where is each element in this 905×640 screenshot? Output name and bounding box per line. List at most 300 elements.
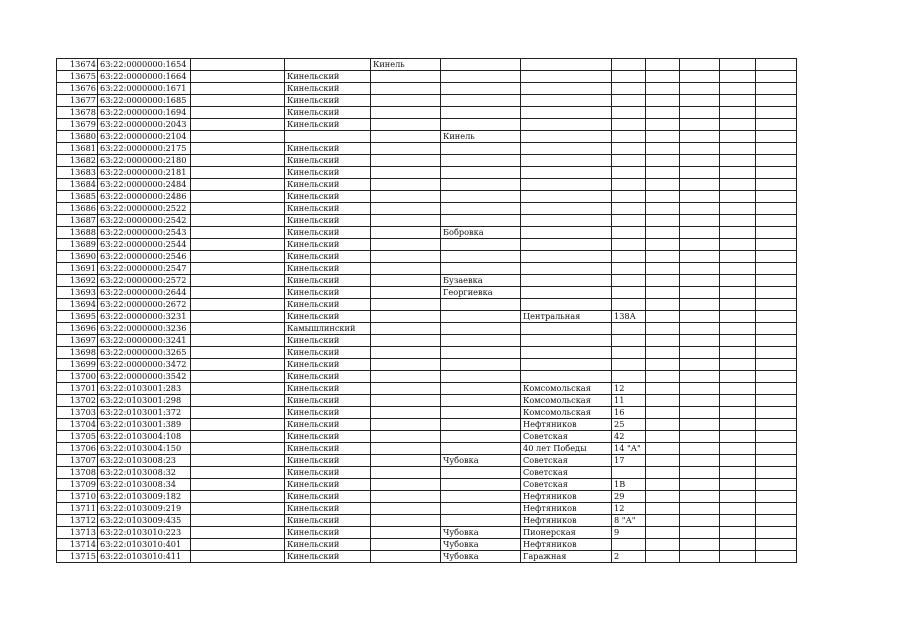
table-cell bbox=[720, 419, 756, 431]
table-cell: 63:22:0000000:2546 bbox=[98, 251, 191, 263]
table-cell bbox=[191, 491, 285, 503]
table-cell bbox=[680, 167, 720, 179]
table-cell bbox=[521, 287, 612, 299]
table-cell bbox=[612, 323, 646, 335]
table-cell bbox=[371, 275, 441, 287]
table-cell bbox=[371, 515, 441, 527]
table-row bbox=[57, 347, 797, 359]
table-cell bbox=[720, 431, 756, 443]
table-cell bbox=[720, 539, 756, 551]
table-cell: Комсомольская bbox=[521, 395, 612, 407]
table-cell bbox=[756, 179, 797, 191]
table-cell bbox=[371, 323, 441, 335]
table-cell bbox=[191, 179, 285, 191]
table-cell bbox=[756, 95, 797, 107]
table-cell bbox=[756, 551, 797, 563]
table-cell bbox=[441, 215, 521, 227]
table-cell bbox=[191, 155, 285, 167]
table-cell: Кинельский bbox=[285, 239, 371, 251]
table-cell: Чубовка bbox=[441, 551, 521, 563]
table-cell: 16 bbox=[612, 407, 646, 419]
table-cell: 63:22:0103008:32 bbox=[98, 467, 191, 479]
table-cell bbox=[680, 83, 720, 95]
table-cell bbox=[371, 407, 441, 419]
table-cell bbox=[646, 479, 680, 491]
table-cell bbox=[371, 191, 441, 203]
table-cell bbox=[191, 551, 285, 563]
table-cell: Кинельский bbox=[285, 203, 371, 215]
table-row bbox=[57, 323, 797, 335]
table-cell bbox=[521, 167, 612, 179]
table-cell: 13683 bbox=[57, 167, 98, 179]
table-cell bbox=[521, 323, 612, 335]
table-cell bbox=[680, 467, 720, 479]
table-cell: 13693 bbox=[57, 287, 98, 299]
table-cell: 1В bbox=[612, 479, 646, 491]
table-cell bbox=[441, 95, 521, 107]
table-cell bbox=[441, 383, 521, 395]
table-cell bbox=[371, 83, 441, 95]
table-cell bbox=[646, 287, 680, 299]
table-cell: 13710 bbox=[57, 491, 98, 503]
table-row bbox=[57, 179, 797, 191]
table-cell bbox=[441, 179, 521, 191]
table-cell: Кинельский bbox=[285, 251, 371, 263]
table-cell: 40 лет Победы bbox=[521, 443, 612, 455]
table-cell bbox=[720, 251, 756, 263]
table-cell bbox=[756, 107, 797, 119]
table-cell: 63:22:0000000:1685 bbox=[98, 95, 191, 107]
table-cell bbox=[441, 395, 521, 407]
table-cell bbox=[680, 251, 720, 263]
table-cell: 63:22:0103001:389 bbox=[98, 419, 191, 431]
table-cell bbox=[720, 71, 756, 83]
table-cell: 63:22:0000000:3241 bbox=[98, 335, 191, 347]
table-cell bbox=[680, 131, 720, 143]
table-cell: 63:22:0000000:2544 bbox=[98, 239, 191, 251]
table-cell bbox=[646, 179, 680, 191]
table-cell bbox=[646, 419, 680, 431]
table-cell bbox=[371, 347, 441, 359]
table-cell bbox=[756, 359, 797, 371]
table-row bbox=[57, 479, 797, 491]
table-cell: 13674 bbox=[57, 59, 98, 71]
table-body bbox=[57, 59, 797, 563]
table-cell: 13703 bbox=[57, 407, 98, 419]
table-cell: Кинельский bbox=[285, 263, 371, 275]
table-cell bbox=[371, 479, 441, 491]
table-cell bbox=[720, 455, 756, 467]
table-cell bbox=[680, 71, 720, 83]
table-cell bbox=[371, 203, 441, 215]
table-cell bbox=[720, 203, 756, 215]
table-cell bbox=[521, 275, 612, 287]
table-row bbox=[57, 155, 797, 167]
table-cell bbox=[680, 551, 720, 563]
table-cell bbox=[521, 335, 612, 347]
table-cell: Кинельский bbox=[285, 539, 371, 551]
table-cell bbox=[646, 215, 680, 227]
table-cell: 63:22:0000000:3472 bbox=[98, 359, 191, 371]
table-cell bbox=[756, 491, 797, 503]
table-cell bbox=[285, 59, 371, 71]
table-cell: Кинельский bbox=[285, 143, 371, 155]
table-cell: 63:22:0000000:3231 bbox=[98, 311, 191, 323]
table-cell bbox=[756, 383, 797, 395]
table-cell bbox=[612, 335, 646, 347]
table-cell bbox=[612, 299, 646, 311]
table-cell: 13677 bbox=[57, 95, 98, 107]
table-cell bbox=[680, 299, 720, 311]
table-cell: Кинельский bbox=[285, 431, 371, 443]
table-cell bbox=[371, 155, 441, 167]
table-row bbox=[57, 503, 797, 515]
table-cell bbox=[646, 119, 680, 131]
table-cell bbox=[720, 311, 756, 323]
table-cell: Нефтяников bbox=[521, 491, 612, 503]
table-cell bbox=[521, 203, 612, 215]
table-row bbox=[57, 467, 797, 479]
table-cell bbox=[680, 287, 720, 299]
table-cell bbox=[720, 503, 756, 515]
table-cell bbox=[756, 167, 797, 179]
table-cell bbox=[612, 359, 646, 371]
table-cell: 13707 bbox=[57, 455, 98, 467]
table-cell: 13698 bbox=[57, 347, 98, 359]
table-cell: 63:22:0000000:2543 bbox=[98, 227, 191, 239]
table-cell bbox=[680, 107, 720, 119]
table-cell bbox=[720, 371, 756, 383]
table-cell: 138А bbox=[612, 311, 646, 323]
table-cell bbox=[191, 431, 285, 443]
table-cell bbox=[680, 191, 720, 203]
table-cell bbox=[441, 515, 521, 527]
table-cell bbox=[720, 335, 756, 347]
table-cell bbox=[720, 395, 756, 407]
table-cell bbox=[441, 191, 521, 203]
table-cell bbox=[191, 119, 285, 131]
table-cell bbox=[371, 443, 441, 455]
table-cell: 13690 bbox=[57, 251, 98, 263]
table-cell bbox=[680, 371, 720, 383]
table-cell: 13689 bbox=[57, 239, 98, 251]
table-row bbox=[57, 275, 797, 287]
table-cell: 63:22:0000000:1664 bbox=[98, 71, 191, 83]
table-cell bbox=[680, 503, 720, 515]
table-cell bbox=[756, 395, 797, 407]
table-cell bbox=[191, 479, 285, 491]
table-cell bbox=[441, 239, 521, 251]
table-cell: 13713 bbox=[57, 527, 98, 539]
table-cell bbox=[756, 515, 797, 527]
table-cell: Кинельский bbox=[285, 275, 371, 287]
table-cell bbox=[521, 371, 612, 383]
table-cell bbox=[191, 203, 285, 215]
table-cell bbox=[646, 155, 680, 167]
table-cell: 13688 bbox=[57, 227, 98, 239]
table-cell bbox=[680, 515, 720, 527]
table-cell: Чубовка bbox=[441, 527, 521, 539]
table-cell bbox=[680, 203, 720, 215]
table-row bbox=[57, 263, 797, 275]
table-cell bbox=[441, 467, 521, 479]
table-cell bbox=[646, 275, 680, 287]
table-cell bbox=[680, 275, 720, 287]
table-cell: Нефтяников bbox=[521, 419, 612, 431]
table-cell bbox=[612, 227, 646, 239]
table-cell bbox=[191, 395, 285, 407]
table-cell: 63:22:0103009:435 bbox=[98, 515, 191, 527]
table-cell bbox=[371, 131, 441, 143]
table-cell bbox=[612, 179, 646, 191]
register-table bbox=[56, 58, 797, 563]
table-cell bbox=[680, 479, 720, 491]
table-cell: 13678 bbox=[57, 107, 98, 119]
table-cell: 13705 bbox=[57, 431, 98, 443]
table-cell bbox=[612, 119, 646, 131]
table-cell bbox=[612, 59, 646, 71]
table-cell bbox=[646, 191, 680, 203]
table-cell: 13691 bbox=[57, 263, 98, 275]
table-cell bbox=[646, 467, 680, 479]
table-cell bbox=[756, 263, 797, 275]
table-row bbox=[57, 431, 797, 443]
table-cell: 12 bbox=[612, 503, 646, 515]
table-cell: 13684 bbox=[57, 179, 98, 191]
table-cell bbox=[191, 143, 285, 155]
table-cell bbox=[371, 299, 441, 311]
table-cell bbox=[756, 335, 797, 347]
table-cell: Кинельский bbox=[285, 347, 371, 359]
table-cell bbox=[720, 239, 756, 251]
table-cell bbox=[371, 263, 441, 275]
table-cell bbox=[612, 239, 646, 251]
table-cell: 63:22:0000000:2672 bbox=[98, 299, 191, 311]
table-row bbox=[57, 383, 797, 395]
table-cell bbox=[720, 227, 756, 239]
table-cell bbox=[371, 371, 441, 383]
table-cell bbox=[720, 155, 756, 167]
table-cell bbox=[285, 131, 371, 143]
table-cell bbox=[191, 383, 285, 395]
table-cell bbox=[371, 95, 441, 107]
table-cell bbox=[191, 371, 285, 383]
table-cell: Кинельский bbox=[285, 503, 371, 515]
table-cell: 63:22:0000000:1671 bbox=[98, 83, 191, 95]
table-cell bbox=[191, 539, 285, 551]
table-cell: 63:22:0103010:401 bbox=[98, 539, 191, 551]
table-cell bbox=[646, 443, 680, 455]
table-cell bbox=[441, 347, 521, 359]
table-cell bbox=[441, 479, 521, 491]
table-cell bbox=[441, 155, 521, 167]
table-cell bbox=[371, 527, 441, 539]
table-row bbox=[57, 239, 797, 251]
table-cell bbox=[720, 299, 756, 311]
table-cell: Кинельский bbox=[285, 95, 371, 107]
table-cell bbox=[646, 71, 680, 83]
table-cell bbox=[646, 239, 680, 251]
table-cell bbox=[191, 299, 285, 311]
table-cell bbox=[646, 167, 680, 179]
table-cell bbox=[441, 431, 521, 443]
table-cell bbox=[521, 191, 612, 203]
table-cell bbox=[646, 107, 680, 119]
table-cell: Бузаевка bbox=[441, 275, 521, 287]
table-cell bbox=[756, 467, 797, 479]
table-cell: 13711 bbox=[57, 503, 98, 515]
table-cell bbox=[720, 467, 756, 479]
table-cell: Кинельский bbox=[285, 119, 371, 131]
table-cell bbox=[756, 227, 797, 239]
table-cell: Кинельский bbox=[285, 407, 371, 419]
table-cell bbox=[720, 143, 756, 155]
table-cell bbox=[191, 251, 285, 263]
table-row bbox=[57, 419, 797, 431]
table-cell bbox=[720, 347, 756, 359]
table-cell: Кинель bbox=[441, 131, 521, 143]
table-cell: Кинельский bbox=[285, 491, 371, 503]
table-cell bbox=[191, 83, 285, 95]
table-cell: Георгиевка bbox=[441, 287, 521, 299]
table-cell: Нефтяников bbox=[521, 515, 612, 527]
table-cell bbox=[612, 347, 646, 359]
table-cell bbox=[720, 527, 756, 539]
table-cell bbox=[521, 359, 612, 371]
table-row bbox=[57, 227, 797, 239]
table-cell: 13696 bbox=[57, 323, 98, 335]
table-cell: Камышлинский bbox=[285, 323, 371, 335]
table-cell bbox=[612, 215, 646, 227]
table-cell bbox=[646, 299, 680, 311]
table-cell bbox=[646, 335, 680, 347]
table-cell bbox=[720, 443, 756, 455]
table-cell bbox=[191, 71, 285, 83]
table-cell bbox=[756, 275, 797, 287]
table-cell bbox=[756, 455, 797, 467]
table-cell: Советская bbox=[521, 431, 612, 443]
table-row bbox=[57, 215, 797, 227]
table-cell bbox=[756, 407, 797, 419]
table-cell: 63:22:0000000:2644 bbox=[98, 287, 191, 299]
table-cell bbox=[441, 491, 521, 503]
table-cell: 63:22:0103010:411 bbox=[98, 551, 191, 563]
table-row bbox=[57, 407, 797, 419]
table-cell bbox=[720, 515, 756, 527]
table-cell: Бобровка bbox=[441, 227, 521, 239]
table-cell bbox=[680, 527, 720, 539]
table-row bbox=[57, 527, 797, 539]
table-cell bbox=[441, 143, 521, 155]
table-cell bbox=[521, 119, 612, 131]
table-cell bbox=[720, 83, 756, 95]
table-row bbox=[57, 59, 797, 71]
table-cell bbox=[756, 419, 797, 431]
table-cell bbox=[756, 71, 797, 83]
table-cell bbox=[371, 215, 441, 227]
table-cell: 13700 bbox=[57, 371, 98, 383]
table-cell bbox=[646, 143, 680, 155]
table-cell bbox=[680, 215, 720, 227]
table-cell: 13694 bbox=[57, 299, 98, 311]
table-cell bbox=[371, 383, 441, 395]
table-cell bbox=[371, 419, 441, 431]
table-cell: 63:22:0103001:283 bbox=[98, 383, 191, 395]
table-cell: Кинельский bbox=[285, 551, 371, 563]
table-cell: 63:22:0103004:150 bbox=[98, 443, 191, 455]
table-cell: 63:22:0000000:1694 bbox=[98, 107, 191, 119]
table-cell: 63:22:0000000:2180 bbox=[98, 155, 191, 167]
table-cell bbox=[720, 323, 756, 335]
table-cell bbox=[191, 359, 285, 371]
table-cell: 13692 bbox=[57, 275, 98, 287]
table-cell bbox=[756, 143, 797, 155]
table-cell: 13708 bbox=[57, 467, 98, 479]
table-cell bbox=[191, 59, 285, 71]
table-cell: 13699 bbox=[57, 359, 98, 371]
table-cell bbox=[441, 59, 521, 71]
table-cell bbox=[441, 251, 521, 263]
table-cell bbox=[646, 491, 680, 503]
table-cell: Гаражная bbox=[521, 551, 612, 563]
table-cell bbox=[191, 347, 285, 359]
table-cell: Кинельский bbox=[285, 383, 371, 395]
table-row bbox=[57, 71, 797, 83]
table-row bbox=[57, 131, 797, 143]
table-cell: Кинельский bbox=[285, 287, 371, 299]
table-cell: 13709 bbox=[57, 479, 98, 491]
table-cell bbox=[371, 551, 441, 563]
table-cell: 63:22:0000000:2043 bbox=[98, 119, 191, 131]
table-cell bbox=[646, 539, 680, 551]
table-cell bbox=[441, 71, 521, 83]
table-cell: 63:22:0000000:2181 bbox=[98, 167, 191, 179]
table-cell: Кинельский bbox=[285, 359, 371, 371]
table-cell bbox=[756, 347, 797, 359]
table-cell bbox=[756, 287, 797, 299]
table-cell: 63:22:0000000:2484 bbox=[98, 179, 191, 191]
table-cell: 63:22:0000000:3236 bbox=[98, 323, 191, 335]
table-cell bbox=[612, 251, 646, 263]
table-row bbox=[57, 335, 797, 347]
table-row bbox=[57, 191, 797, 203]
table-row bbox=[57, 143, 797, 155]
table-cell bbox=[371, 179, 441, 191]
table-cell bbox=[720, 491, 756, 503]
table-cell bbox=[646, 323, 680, 335]
table-cell: 13695 bbox=[57, 311, 98, 323]
table-cell bbox=[441, 443, 521, 455]
table-cell bbox=[371, 311, 441, 323]
table-cell bbox=[756, 215, 797, 227]
table-cell bbox=[441, 359, 521, 371]
table-cell bbox=[371, 287, 441, 299]
table-cell bbox=[371, 71, 441, 83]
table-cell bbox=[756, 311, 797, 323]
table-cell bbox=[521, 263, 612, 275]
table-cell bbox=[441, 299, 521, 311]
table-cell bbox=[371, 503, 441, 515]
table-cell bbox=[756, 131, 797, 143]
table-row bbox=[57, 551, 797, 563]
table-cell bbox=[521, 59, 612, 71]
table-row bbox=[57, 539, 797, 551]
table-cell bbox=[612, 71, 646, 83]
table-row bbox=[57, 395, 797, 407]
table-cell bbox=[371, 143, 441, 155]
table-cell: Нефтяников bbox=[521, 539, 612, 551]
table-cell bbox=[646, 527, 680, 539]
